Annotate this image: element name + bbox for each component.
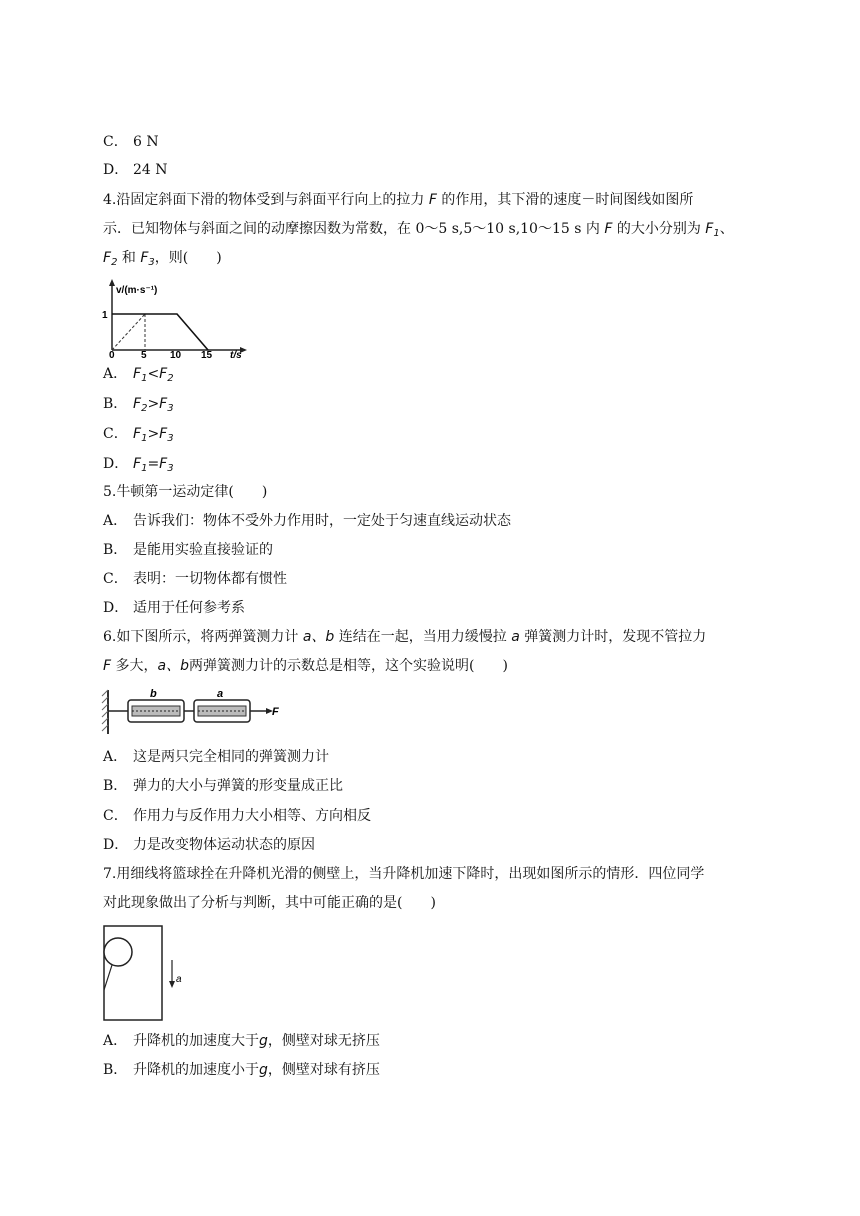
q3-option-d <box>103 160 168 180</box>
basketball <box>104 938 132 966</box>
q4-stem-line-1: 4.沿固定斜面下滑的物体受到与斜面平行向上的拉力 F 的作用，其下滑的速度－时间图线如图所 <box>103 192 694 208</box>
q7-elevator-figure <box>100 924 190 1024</box>
label-F: F <box>272 706 279 718</box>
q6-option-d: D． 力是改变物体运动状态的原因 <box>103 837 315 853</box>
q4-stem-line-2: 示．已知物体与斜面之间的动摩擦因数为常数，在 0～5 s,5～10 s,10～15 s 内 F 的大小分别为 $F_1$、 <box>103 221 734 239</box>
y-axis-label: v/(m·s⁻¹) <box>116 285 158 296</box>
q6-spring-scales-figure <box>100 686 285 736</box>
q5-option-a: A． 告诉我们：物体不受外力作用时，一定处于匀速直线运动状态 <box>103 513 511 529</box>
option-text: 6 N <box>133 134 159 150</box>
vt-line <box>112 314 208 350</box>
q6-option-c: C． 作用力与反作用力大小相等、方向相反 <box>103 808 371 824</box>
q4-stem-line-3: $F_2$ 和 $F_3$，则( ) <box>103 250 222 268</box>
y-tick-1: 1 <box>102 310 108 321</box>
q6-option-b: B． 弹力的大小与弹簧的形变量成正比 <box>103 778 343 794</box>
label-b: b <box>150 688 157 700</box>
q5-option-c: C． 表明：一切物体都有惯性 <box>103 571 287 587</box>
f2-symbol: $F_2$ <box>103 250 118 268</box>
x-tick-15: 15 <box>201 350 213 358</box>
q4-option-d: D． $F_1=F_3$ <box>103 456 174 474</box>
x-tick-5: 5 <box>141 350 147 358</box>
q7-stem-line-1: 7.用细线将篮球拴在升降机光滑的侧壁上，当升降机加速下降时，出现如图所示的情形．四位同学 <box>103 866 705 882</box>
q6-stem-line-2: F 多大，a、b两弹簧测力计的示数总是相等，这个实验说明( ) <box>103 658 508 674</box>
f3-symbol: $F_3$ <box>140 250 155 268</box>
option-label: C． <box>103 134 128 150</box>
q7-option-b: B． 升降机的加速度小于g，侧壁对球有挤压 <box>103 1062 380 1078</box>
q5-option-d: D． 适用于任何参考系 <box>103 600 245 616</box>
label-a: a <box>217 688 224 700</box>
option-label: D． <box>103 162 129 178</box>
q4-vt-graph <box>100 278 250 358</box>
q3-option-c <box>103 132 159 152</box>
x-axis-label: t/s <box>230 350 242 358</box>
label-a: a <box>176 974 182 985</box>
q6-stem-line-1: 6.如下图所示，将两弹簧测力计 a、b 连结在一起，当用力缓慢拉 a 弹簧测力计时，发现不管拉力 <box>103 629 707 645</box>
q5-option-b: B． 是能用实验直接验证的 <box>103 542 273 558</box>
q7-stem-line-2: 对此现象做出了分析与判断，其中可能正确的是( ) <box>103 895 436 911</box>
x-tick-0: 0 <box>109 350 115 358</box>
x-tick-10: 10 <box>170 350 182 358</box>
q4-option-a: A． $F_1<F_2$ <box>103 366 174 384</box>
f1-symbol: $F_1$ <box>705 221 720 239</box>
option-text: 24 N <box>133 162 168 178</box>
q5-stem: 5.牛顿第一运动定律( ) <box>103 484 268 500</box>
q6-option-a: A． 这是两只完全相同的弹簧测力计 <box>103 749 329 765</box>
q4-option-b: B． $F_2>F_3$ <box>103 396 174 414</box>
dash-diagonal <box>112 314 145 350</box>
q7-option-a: A． 升降机的加速度大于g，侧壁对球无挤压 <box>103 1033 380 1049</box>
q4-option-c: C． $F_1>F_3$ <box>103 426 174 444</box>
y-axis-arrow <box>109 279 115 286</box>
